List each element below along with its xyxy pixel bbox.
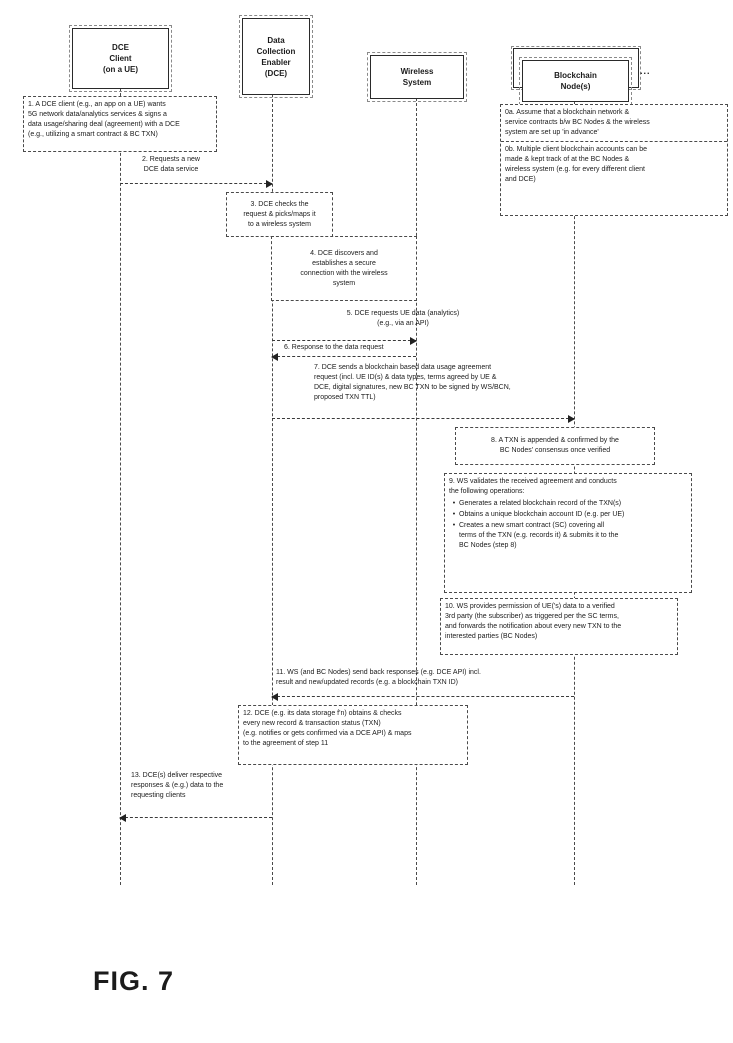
note-step9	[444, 473, 692, 593]
action-step3-text: 3. DCE checks the request & picks/maps it to a wireless system	[243, 200, 316, 228]
bullet-item	[449, 499, 687, 509]
note-step9-intro: 9. WS validates the received agreement and conducts the following operations:	[449, 478, 617, 495]
message-step2-text: 2. Requests a new DCE data service	[142, 156, 200, 173]
message-step2-label	[125, 155, 217, 175]
arrow-step7	[272, 418, 574, 419]
action-step4-text: 4. DCE discovers and establishes a secure connection with the wireless system	[300, 249, 388, 287]
message-step11-text: 11. WS (and BC Nodes) send back responses (e.g. DCE API) incl. result and new/updated records (e.g. a blockchain TXN ID)	[276, 669, 481, 686]
bullet-icon: •	[452, 522, 456, 529]
note-step10-text: 10. WS provides permission of UE('s) data to a verified 3rd party (the subscriber) as triggered per the SC terms, and forwards the notification about every new TXN to the interested parties (BC Nodes)	[445, 603, 622, 640]
lifeline-wireless-system	[416, 98, 417, 885]
message-step7-text: 7. DCE sends a blockchain based data usage agreement request (incl. UE ID(s) & data types, terms agreed by UE & DCE, digital signatures, new BC TXN to be signed by WS/BCN, proposed TXN TTL)	[314, 364, 511, 401]
arrowhead-right-icon	[266, 180, 273, 188]
note-step9-bullets	[449, 499, 687, 551]
participant-data-collection-enabler	[242, 18, 310, 95]
message-step6-label	[284, 343, 419, 353]
arrowhead-left-icon	[119, 814, 126, 822]
participant-wireless-system	[370, 55, 464, 99]
bullet-text: Generates a related blockchain record of the TXN(s)	[459, 500, 622, 507]
note-step10	[440, 598, 678, 655]
arrowhead-left-icon	[271, 693, 278, 701]
arrow-step5	[272, 340, 416, 341]
note-step0b-text: 0b. Multiple client blockchain accounts can be made & kept track of at the BC Nodes & wireless system (e.g. for every different client and DCE)	[505, 146, 648, 183]
participant-blockchain-nodes	[522, 60, 629, 102]
arrow-step6	[272, 356, 416, 357]
arrow-step13	[120, 817, 272, 818]
message-step11-label	[276, 668, 544, 688]
message-step5-label	[322, 309, 484, 329]
bullet-text: Creates a new smart contract (SC) covering all terms of the TXN (e.g. records it) & submits it to the BC Nodes (step 8)	[459, 522, 619, 549]
note-divider	[501, 141, 727, 142]
action-step4	[271, 236, 417, 301]
message-step13-text: 13. DCE(s) deliver respective responses & (e.g.) data to the requesting clients	[131, 772, 224, 799]
bullet-icon: •	[452, 500, 456, 507]
participant-blockchain-nodes-label: Blockchain Node(s)	[554, 71, 597, 91]
figure-label: FIG. 7	[93, 966, 175, 996]
participant-wireless-system-label: Wireless System	[400, 67, 434, 87]
more-nodes-ellipsis: ...	[640, 66, 651, 76]
message-step5-text: 5. DCE requests UE data (analytics) (e.g., via an API)	[346, 310, 460, 327]
note-step12	[238, 705, 468, 765]
arrow-step11	[272, 696, 574, 697]
participant-dce-client-label: DCE Client (on a UE)	[102, 43, 139, 74]
note-step1	[23, 96, 217, 152]
note-step0a-text: 0a. Assume that a blockchain network & service contracts b/w BC Nodes & the wireless system are set up 'in advance'	[505, 109, 650, 136]
note-step12-text: 12. DCE (e.g. its data storage f'n) obtains & checks every new record & transaction status (TXN) (e.g. notifies or gets confirmed via a DCE API) & maps to the agreement of step 11	[243, 710, 412, 747]
action-step3	[226, 192, 333, 237]
message-step7-label	[314, 363, 596, 403]
bullet-item	[449, 510, 687, 520]
bullet-icon: •	[452, 511, 456, 518]
arrowhead-right-icon	[568, 415, 575, 423]
participant-dce-label: Data Collection Enabler (DCE)	[256, 35, 296, 78]
arrow-step2	[120, 183, 272, 184]
note-step0	[500, 104, 728, 216]
arrowhead-left-icon	[271, 353, 278, 361]
note-step8-text: 8. A TXN is appended & confirmed by the BC Nodes' consensus once verified	[491, 437, 619, 454]
message-step13-label	[131, 771, 281, 801]
bullet-item	[449, 521, 687, 551]
note-step8	[455, 427, 655, 465]
bullet-text: Obtains a unique blockchain account ID (e.g. per UE)	[459, 511, 625, 518]
note-step1-text: 1. A DCE client (e.g., an app on a UE) wants 5G network data/analytics services & signs a data usage/sharing deal (agreement) with a DCE (e.g., utilizing a smart contract & BC TXN)	[28, 101, 180, 138]
lifeline-dce-client	[120, 88, 121, 885]
message-step6-text: 6. Response to the data request	[284, 344, 384, 351]
participant-dce-client	[72, 28, 169, 89]
